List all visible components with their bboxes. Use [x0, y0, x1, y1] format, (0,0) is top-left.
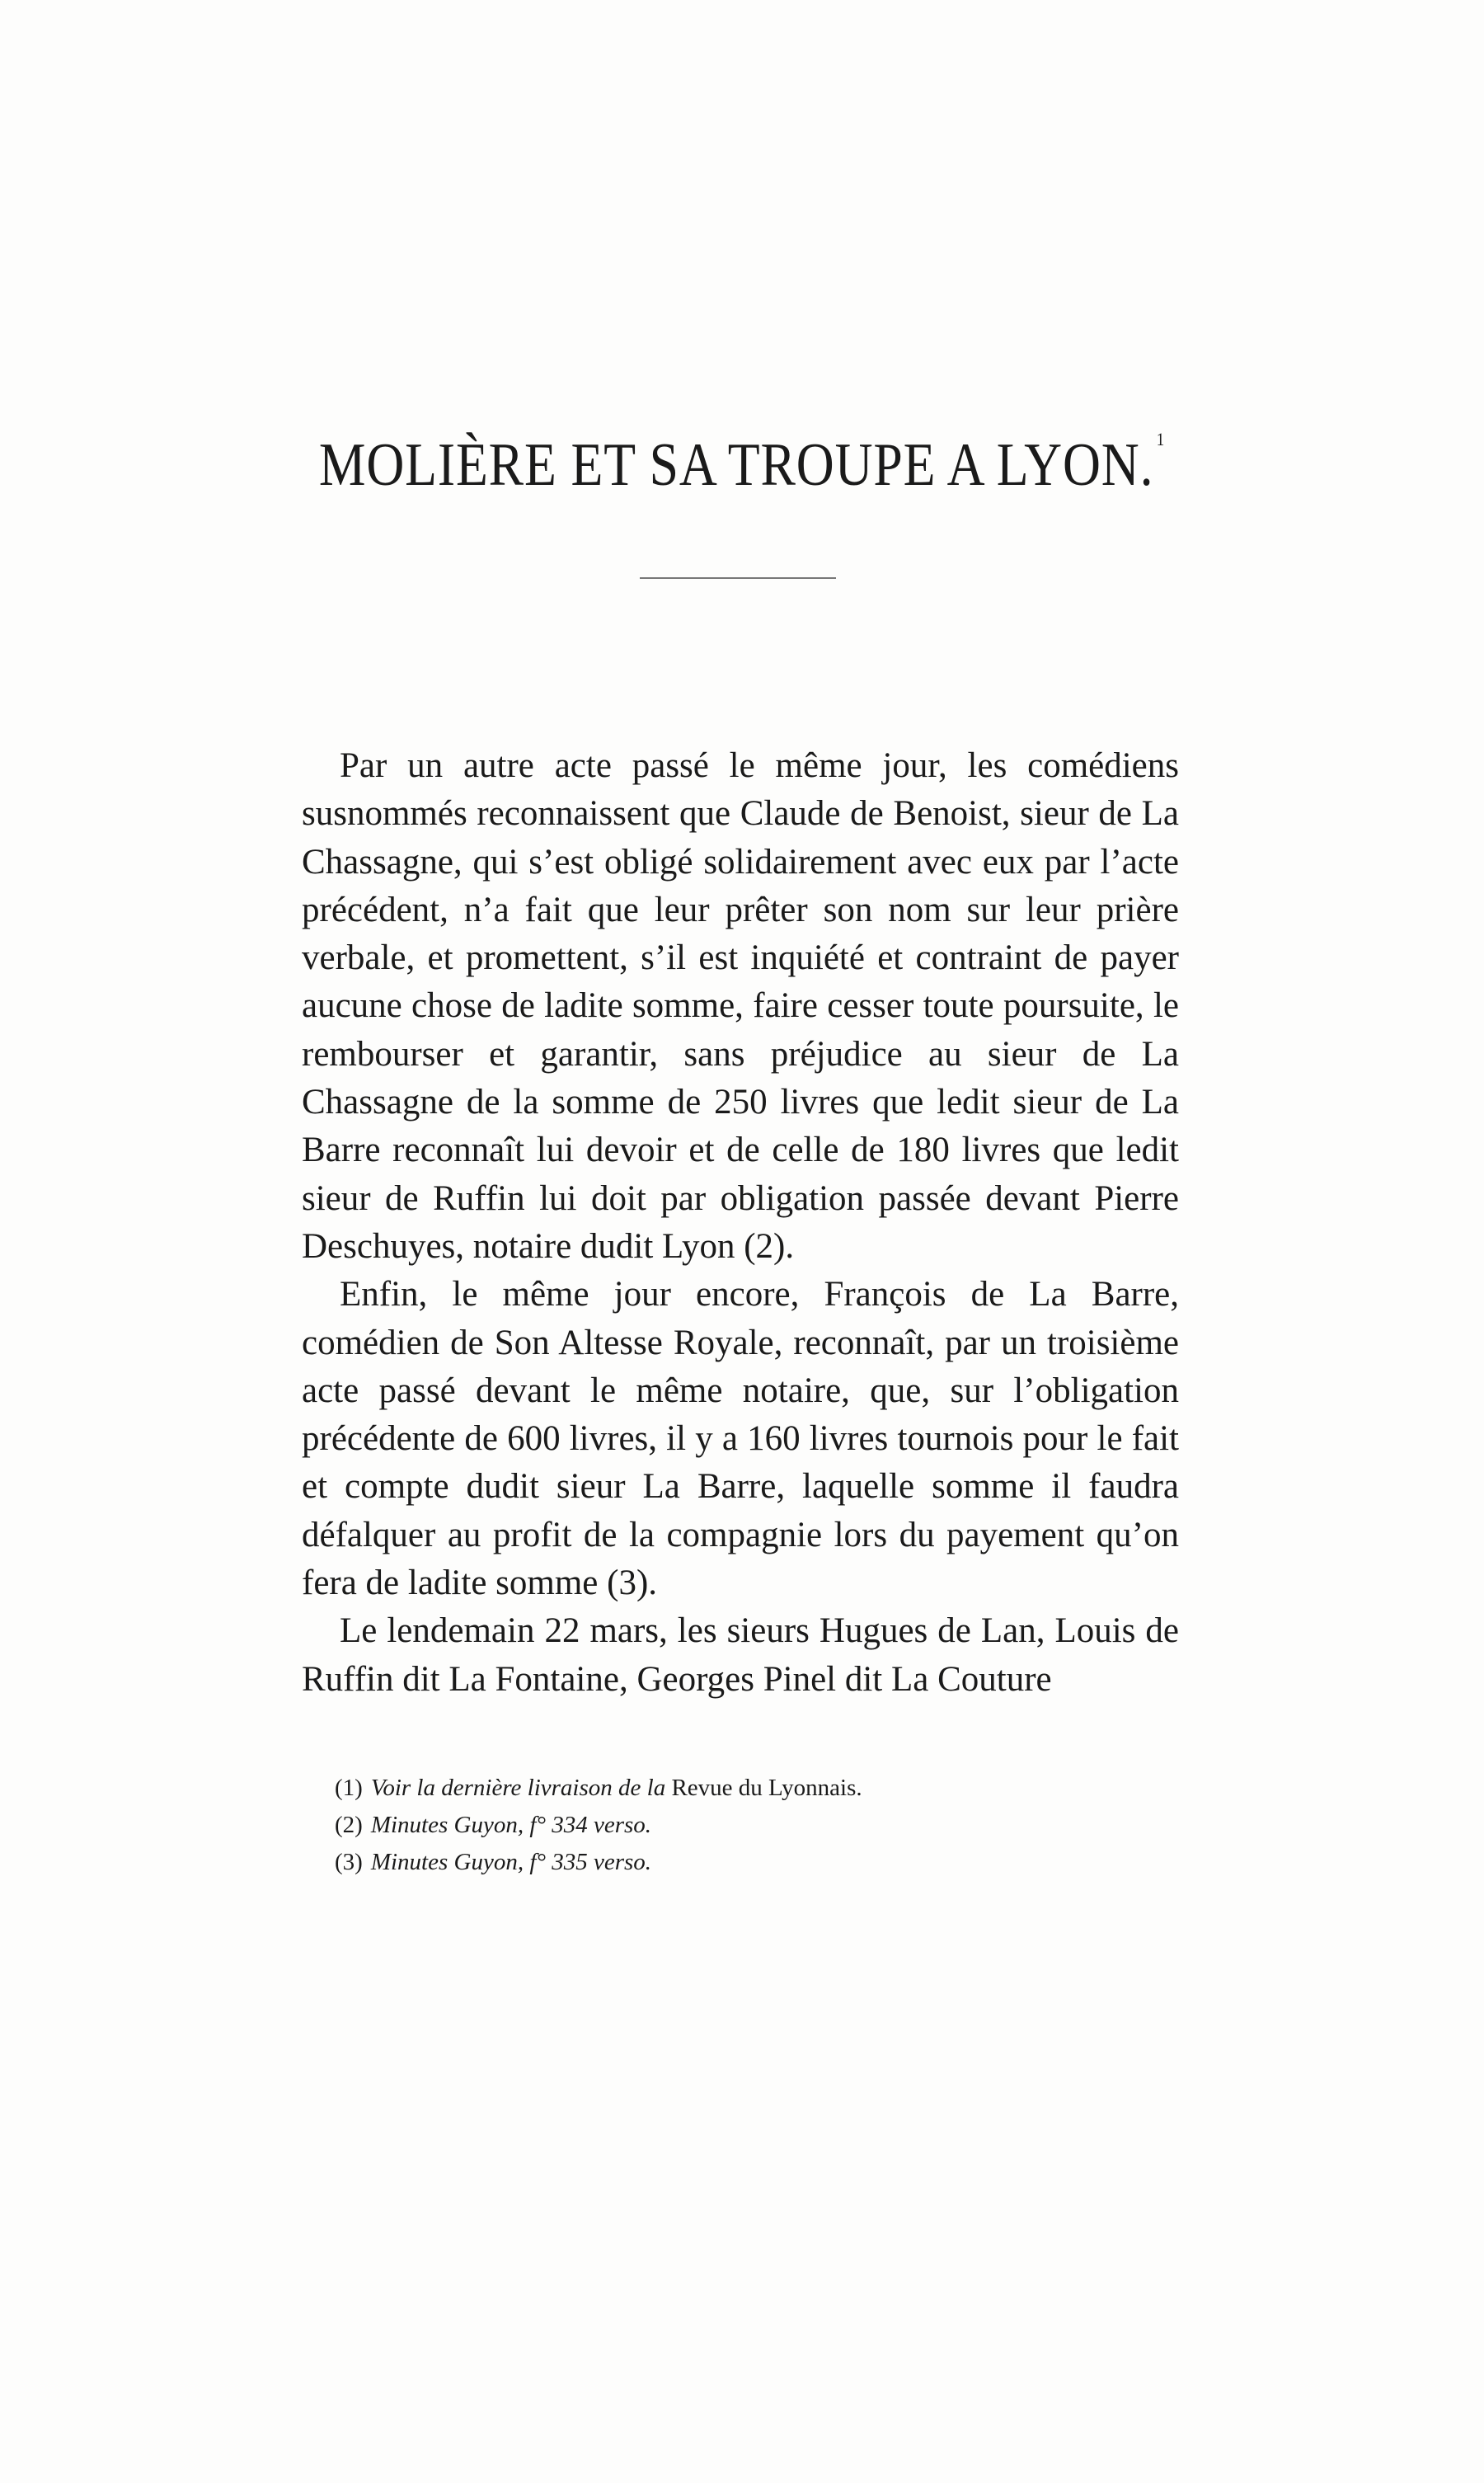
- footnote-roman-text: Revue du Lyonnais.: [665, 1775, 862, 1801]
- paragraph-2: Enfin, le même jour encore, François de La Barre, comédien de Son Altesse Royale, reconnaît, par un troisième acte passé devant le même notaire, que, sur l’obligation précédente de 600 livres, il y a 160 livres tournois pour le fait et compte dudit sieur La Barre, laquelle somme il faudra défalquer au profit de la compagnie lors du payement qu’on fera de ladite somme (3).: [302, 1275, 1179, 1603]
- footnote-number: (3): [335, 1849, 363, 1875]
- footnote-italic-text: Minutes Guyon, f° 334 verso.: [370, 1812, 652, 1838]
- footnote-1: [335, 1770, 1159, 1807]
- page-title-text: MOLIÈRE ET SA TROUPE A LYON.: [318, 431, 1154, 499]
- footnote-italic-text: Voir la dernière livraison de la: [370, 1775, 666, 1801]
- footnote-3: [335, 1844, 1159, 1881]
- paragraph-1: Par un autre acte passé le même jour, les comédiens susnommés reconnaissent que Claude de Benoist, sieur de La Chassagne, qui s’est obligé solidairement avec eux par l’acte précédent, n’a fait que leur prêter son nom sur leur prière verbale, et promettent, s’il est inquiété et contraint de payer aucune chose de ladite somme, faire cesser toute poursuite, le rembourser et garantir, sans préjudice au sieur de La Chassagne de la somme de 250 livres que ledit sieur de La Barre reconnaît lui devoir et de celle de 180 livres que ledit sieur de Ruffin lui doit par obligation passée devant Pierre Deschuyes, notaire dudit Lyon (2).: [302, 746, 1179, 1266]
- footnote-italic-text: Minutes Guyon, f° 335 verso.: [370, 1849, 652, 1875]
- title-divider-rule: [640, 577, 836, 579]
- page-title: [104, 402, 1380, 502]
- title-footnote-mark: 1: [1156, 429, 1166, 449]
- footnotes: [335, 1770, 1159, 1881]
- footnote-2: [335, 1807, 1159, 1844]
- paragraph-3: Le lendemain 22 mars, les sieurs Hugues de Lan, Louis de Ruffin dit La Fontaine, Georges Pinel dit La Couture: [302, 1611, 1179, 1699]
- footnote-number: (1): [335, 1775, 363, 1801]
- body-text: [302, 742, 1179, 1704]
- footnote-number: (2): [335, 1812, 363, 1838]
